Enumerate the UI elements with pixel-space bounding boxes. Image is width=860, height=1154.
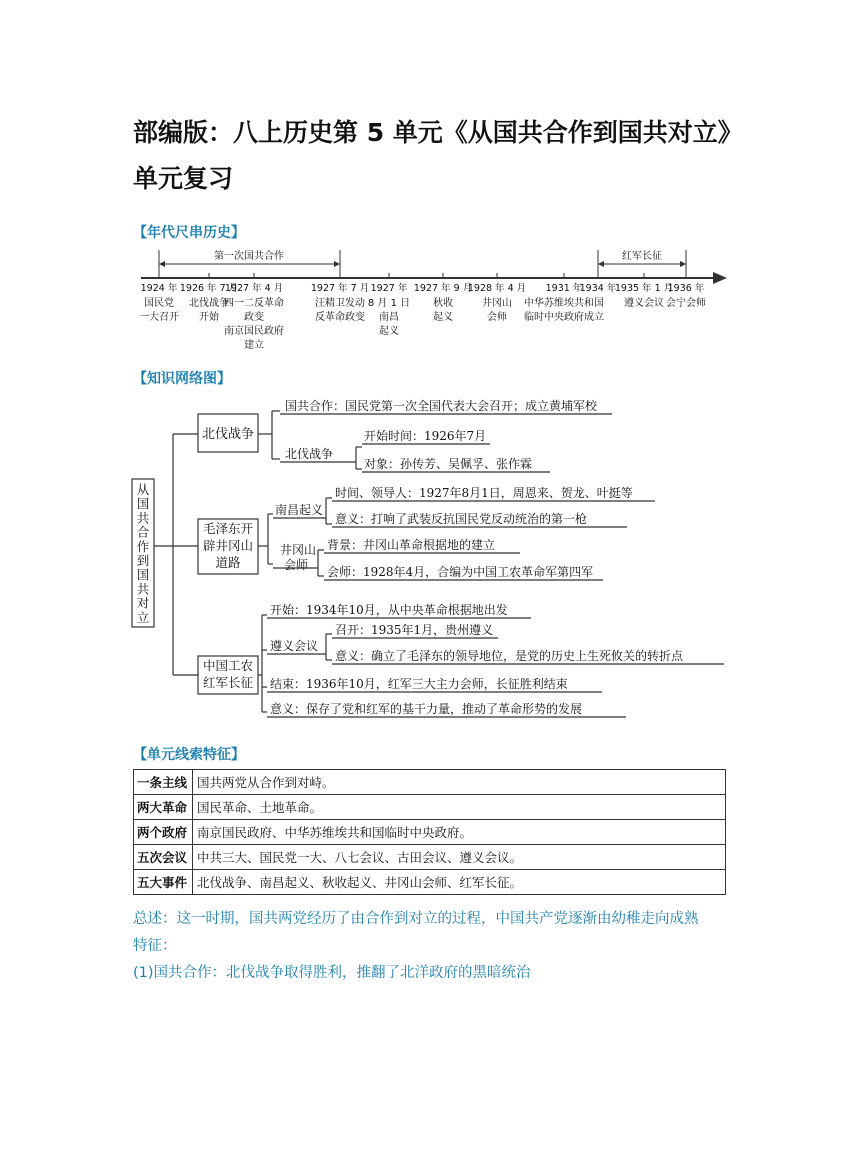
feature-key: 五次会议 [134, 845, 193, 870]
node-targets: 对象：孙传芳、吴佩孚、张作霖 [364, 457, 533, 471]
node-coop: 国共合作：国民党第一次全国代表大会召开；成立黄埔军校 [285, 399, 598, 413]
timeline-date: 1928 年 4 月 [467, 283, 527, 294]
timeline-date: 1934 年 [579, 283, 617, 294]
timeline-date: 1927 年 4 月 [224, 283, 284, 294]
timeline-event: 起义 [433, 312, 453, 323]
root-label-char: 国 [136, 496, 150, 512]
branch-label-long-march-line2: 红军长征 [202, 675, 254, 690]
root-label-char: 国 [136, 567, 150, 583]
node-zunyi: 遵义会议 [270, 639, 319, 653]
table-row [134, 770, 726, 795]
span-label-first-cooperation: 第一次国共合作 [214, 251, 284, 262]
branch-label-jinggangshan-line1: 毛泽东开 [202, 521, 254, 536]
node-start-time: 开始时间：1926年7月 [364, 429, 487, 443]
table-row [134, 795, 726, 820]
root-label-char: 对 [136, 595, 150, 611]
root-label-char: 立 [136, 609, 150, 625]
timeline-event: 国民党 [144, 298, 174, 309]
summary-block [133, 906, 729, 987]
timeline-event: 秋收 [433, 298, 453, 309]
table-row [134, 845, 726, 870]
node-nanchang-time: 时间、领导人：1927年8月1日，周恩来、贺龙、叶挺等 [335, 486, 633, 500]
feature-value: 北伐战争、南昌起义、秋收起义、井冈山会师、红军长征。 [193, 870, 726, 895]
timeline-event: 北伐战争 [189, 298, 229, 309]
node-march-end: 结束：1936年10月，红军三大主力会师，长征胜利结束 [270, 677, 568, 691]
node-northern-war: 北伐战争 [285, 447, 334, 461]
timeline-date: 1926 年 7 月 [179, 283, 239, 294]
node-jinggang-line2: 会师 [284, 558, 309, 572]
feature-key: 两大革命 [134, 795, 193, 820]
section-heading-network: 【知识网络图】 [133, 371, 231, 387]
timeline-event: 遵义会议 [624, 298, 664, 309]
timeline-date: 1935 年 1 月 [614, 283, 674, 294]
node-zunyi-held: 召开：1935年1月，贵州遵义 [335, 623, 494, 637]
section-heading-features: 【单元线索特征】 [133, 747, 245, 763]
root-label-char: 从 [136, 482, 150, 497]
section-heading-timeline: 【年代尺串历史】 [133, 225, 245, 241]
timeline-event: 开始 [199, 312, 219, 323]
feature-value: 国共两党从合作到对峙。 [193, 770, 726, 795]
node-jinggang-line1: 井冈山 [280, 543, 317, 557]
feature-value: 南京国民政府、中华苏维埃共和国临时中央政府。 [193, 820, 726, 845]
feature-key: 一条主线 [134, 770, 193, 795]
node-march-start: 开始：1934年10月，从中央革命根据地出发 [270, 603, 508, 617]
branch-label-long-march-line1: 中国工农 [202, 658, 254, 673]
timeline-event: 起义 [379, 326, 399, 337]
span-label-long-march: 红军长征 [622, 251, 662, 262]
knowledge-network-diagram [130, 388, 730, 720]
timeline-event: 政变 [244, 312, 264, 323]
timeline-date: 1927 年 7 月 [310, 283, 370, 294]
timeline-chart [133, 244, 733, 354]
table-row [134, 870, 726, 895]
timeline-date: 1927 年 9 月 [413, 283, 473, 294]
node-jinggang-background: 背景：井冈山革命根据地的建立 [327, 538, 496, 552]
root-label-char: 共 [136, 581, 150, 597]
node-march-meaning: 意义：保存了党和红军的基干力量，推动了革命形势的发展 [270, 702, 583, 716]
timeline-date: 1936 年 [667, 283, 705, 294]
branch-label-jinggangshan-line2: 辟井冈山 [202, 538, 254, 553]
timeline-date: 1931 年 [545, 283, 583, 294]
summary-feature-label: 特征： [133, 938, 177, 954]
root-label-char: 作 [136, 538, 150, 554]
timeline-date: 1927 年 [370, 283, 408, 294]
timeline-event: 南京国民政府 [224, 326, 284, 337]
timeline-event: 南昌 [379, 312, 399, 323]
timeline-date: 1924 年 [140, 283, 178, 294]
timeline-event: 临时中央政府成立 [524, 312, 604, 323]
node-nanchang-uprising: 南昌起义 [275, 503, 324, 517]
timeline-event: 建立 [244, 340, 264, 351]
node-nanchang-meaning: 意义：打响了武装反抗国民党反动统治的第一枪 [335, 512, 588, 526]
timeline-event: 会师 [487, 312, 507, 323]
node-zunyi-meaning: 意义：确立了毛泽东的领导地位，是党的历史上生死攸关的转折点 [335, 649, 684, 663]
timeline-event: 8 月 1 日 [367, 298, 411, 309]
summary-point-1: (1)国共合作：北伐战争取得胜利，推翻了北洋政府的黑暗统治 [133, 965, 531, 981]
timeline-event: 四一二反革命 [224, 298, 284, 309]
timeline-event: 汪精卫发动 [315, 298, 365, 309]
summary-overview: 总述：这一时期，国共两党经历了由合作到对立的过程，中国共产党逐渐由幼稚走向成熟 [133, 911, 699, 927]
feature-key: 五大事件 [134, 870, 193, 895]
branch-label-jinggangshan-line3: 道路 [215, 555, 241, 570]
feature-value: 中共三大、国民党一大、八七会议、古田会议、遵义会议。 [193, 845, 726, 870]
branch-label-northern-expedition: 北伐战争 [201, 427, 255, 442]
node-jinggang-meeting: 会师：1928年4月，合编为中国工农革命军第四军 [327, 565, 594, 579]
timeline-event: 反革命政变 [315, 312, 365, 323]
timeline-event: 中华苏维埃共和国 [524, 298, 604, 309]
features-table [133, 769, 726, 895]
table-row [134, 820, 726, 845]
feature-key: 两个政府 [134, 820, 193, 845]
timeline-event: 一大召开 [139, 312, 179, 323]
feature-value: 国民革命、土地革命。 [193, 795, 726, 820]
page-title: 部编版：八上历史第 5 单元《从国共合作到国共对立》单元复习 [133, 118, 731, 193]
timeline-event: 井冈山 [482, 298, 512, 309]
root-label-char: 合 [136, 524, 150, 540]
timeline-event: 会宁会师 [666, 298, 706, 309]
root-label-char: 到 [136, 553, 150, 568]
timeline-arrow [713, 272, 727, 284]
root-label-char: 共 [136, 510, 150, 526]
